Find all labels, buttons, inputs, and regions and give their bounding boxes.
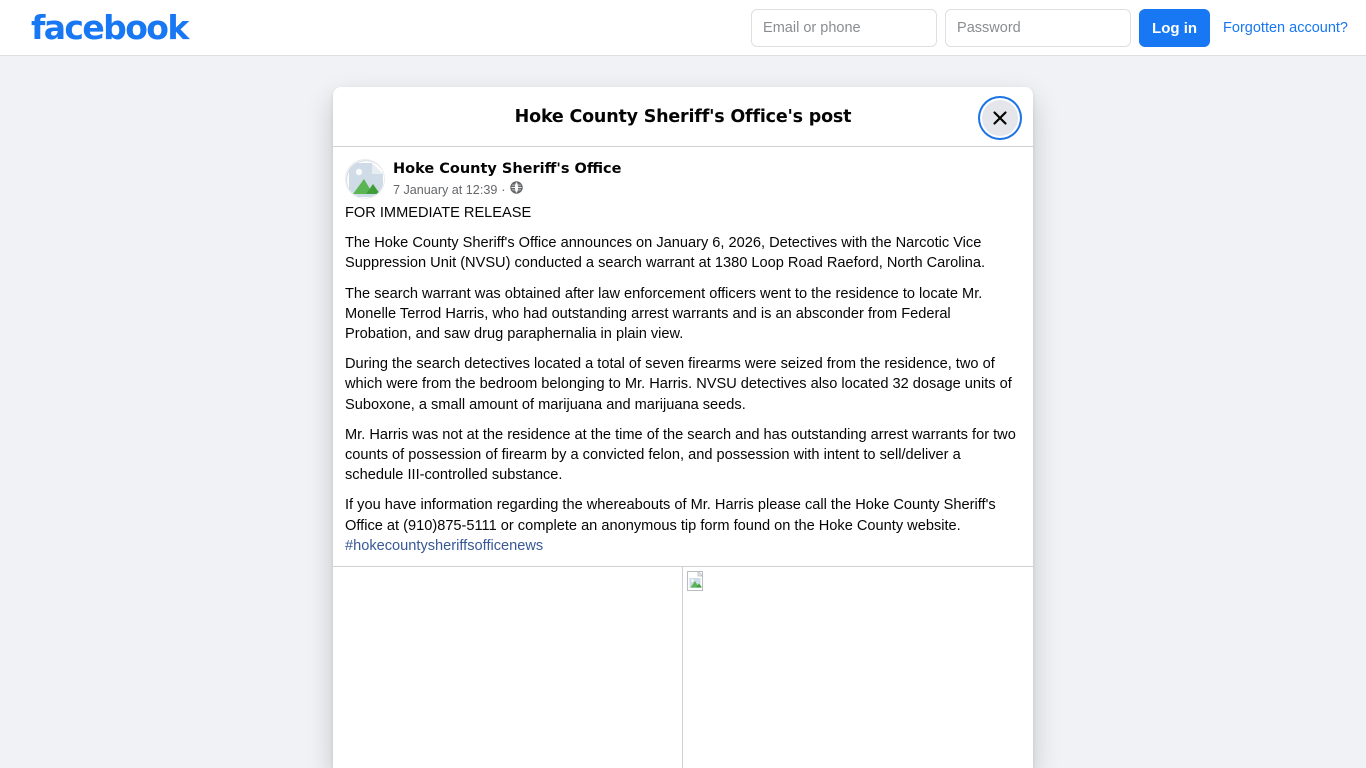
- hashtag-link[interactable]: #hokecountysheriffsofficenews: [345, 537, 544, 554]
- post-paragraph: The search warrant was obtained after law enforcement officers went to the residence to locate Mr. Monelle Terrod Harris, who had outstanding arrest warrants and is an absconder from Federal Probation, and saw drug paraphernalia in plain view.: [345, 285, 983, 343]
- login-button[interactable]: Log in: [1139, 9, 1210, 47]
- close-icon: [992, 110, 1008, 126]
- broken-image-icon: [687, 571, 707, 591]
- globe-icon[interactable]: [510, 181, 523, 199]
- attachment-right-pane[interactable]: [683, 567, 1033, 768]
- post-paragraph: The Hoke County Sheriff's Office announces on January 6, 2026, Detectives with the Narcotic Vice Suppression Unit (NVSU) conducted a search warrant at 1380 Loop Road Raeford, North Carolina.: [345, 235, 986, 272]
- site-header: [0, 0, 1366, 56]
- separator-dot: ·: [501, 182, 506, 197]
- post-subtitle: [393, 181, 621, 199]
- post-paragraph: FOR IMMEDIATE RELEASE: [345, 205, 532, 221]
- post-author[interactable]: Hoke County Sheriff's Office: [393, 161, 622, 177]
- password-field[interactable]: [945, 9, 1131, 47]
- post-body: [333, 147, 1033, 768]
- post-paragraph-text: If you have information regarding the whereabouts of Mr. Harris please call the Hoke County Sheriff's Office at (910)875-5111 or complete an anonymous tip form found on the Hoke County website.: [345, 497, 996, 534]
- email-field[interactable]: [751, 9, 937, 47]
- close-button[interactable]: [982, 100, 1018, 136]
- post-paragraph: During the search detectives located a total of seven firearms were seized from the residence, two of which were from the bedroom belonging to Mr. Harris. NVSU detectives also located 32 dosage units of Suboxone, a small amount of marijuana and marijuana seeds.: [345, 356, 1012, 413]
- post-modal: [333, 87, 1033, 768]
- post-meta: [393, 159, 621, 199]
- post-paragraph-final: [345, 495, 1017, 556]
- post-text: [333, 203, 1033, 556]
- avatar[interactable]: [345, 159, 385, 199]
- post-attachment: [333, 566, 1033, 768]
- post-timestamp[interactable]: 7 January at 12:39: [393, 182, 498, 197]
- post-paragraph: Mr. Harris was not at the residence at the time of the search and has outstanding arrest warrants for two counts of possession of firearm by a convicted felon, and possession with intent to sell/deliver a schedule III-controlled substance.: [345, 426, 1016, 484]
- post-header: [333, 147, 1033, 203]
- attachment-left-pane: [333, 567, 683, 768]
- modal-title: Hoke County Sheriff's Office's post: [514, 106, 852, 127]
- modal-header: [333, 87, 1033, 147]
- login-form: [751, 9, 1348, 47]
- broken-image-icon: [346, 160, 384, 198]
- facebook-logo[interactable]: facebook: [31, 8, 188, 47]
- forgotten-account-link[interactable]: Forgotten account?: [1223, 20, 1348, 36]
